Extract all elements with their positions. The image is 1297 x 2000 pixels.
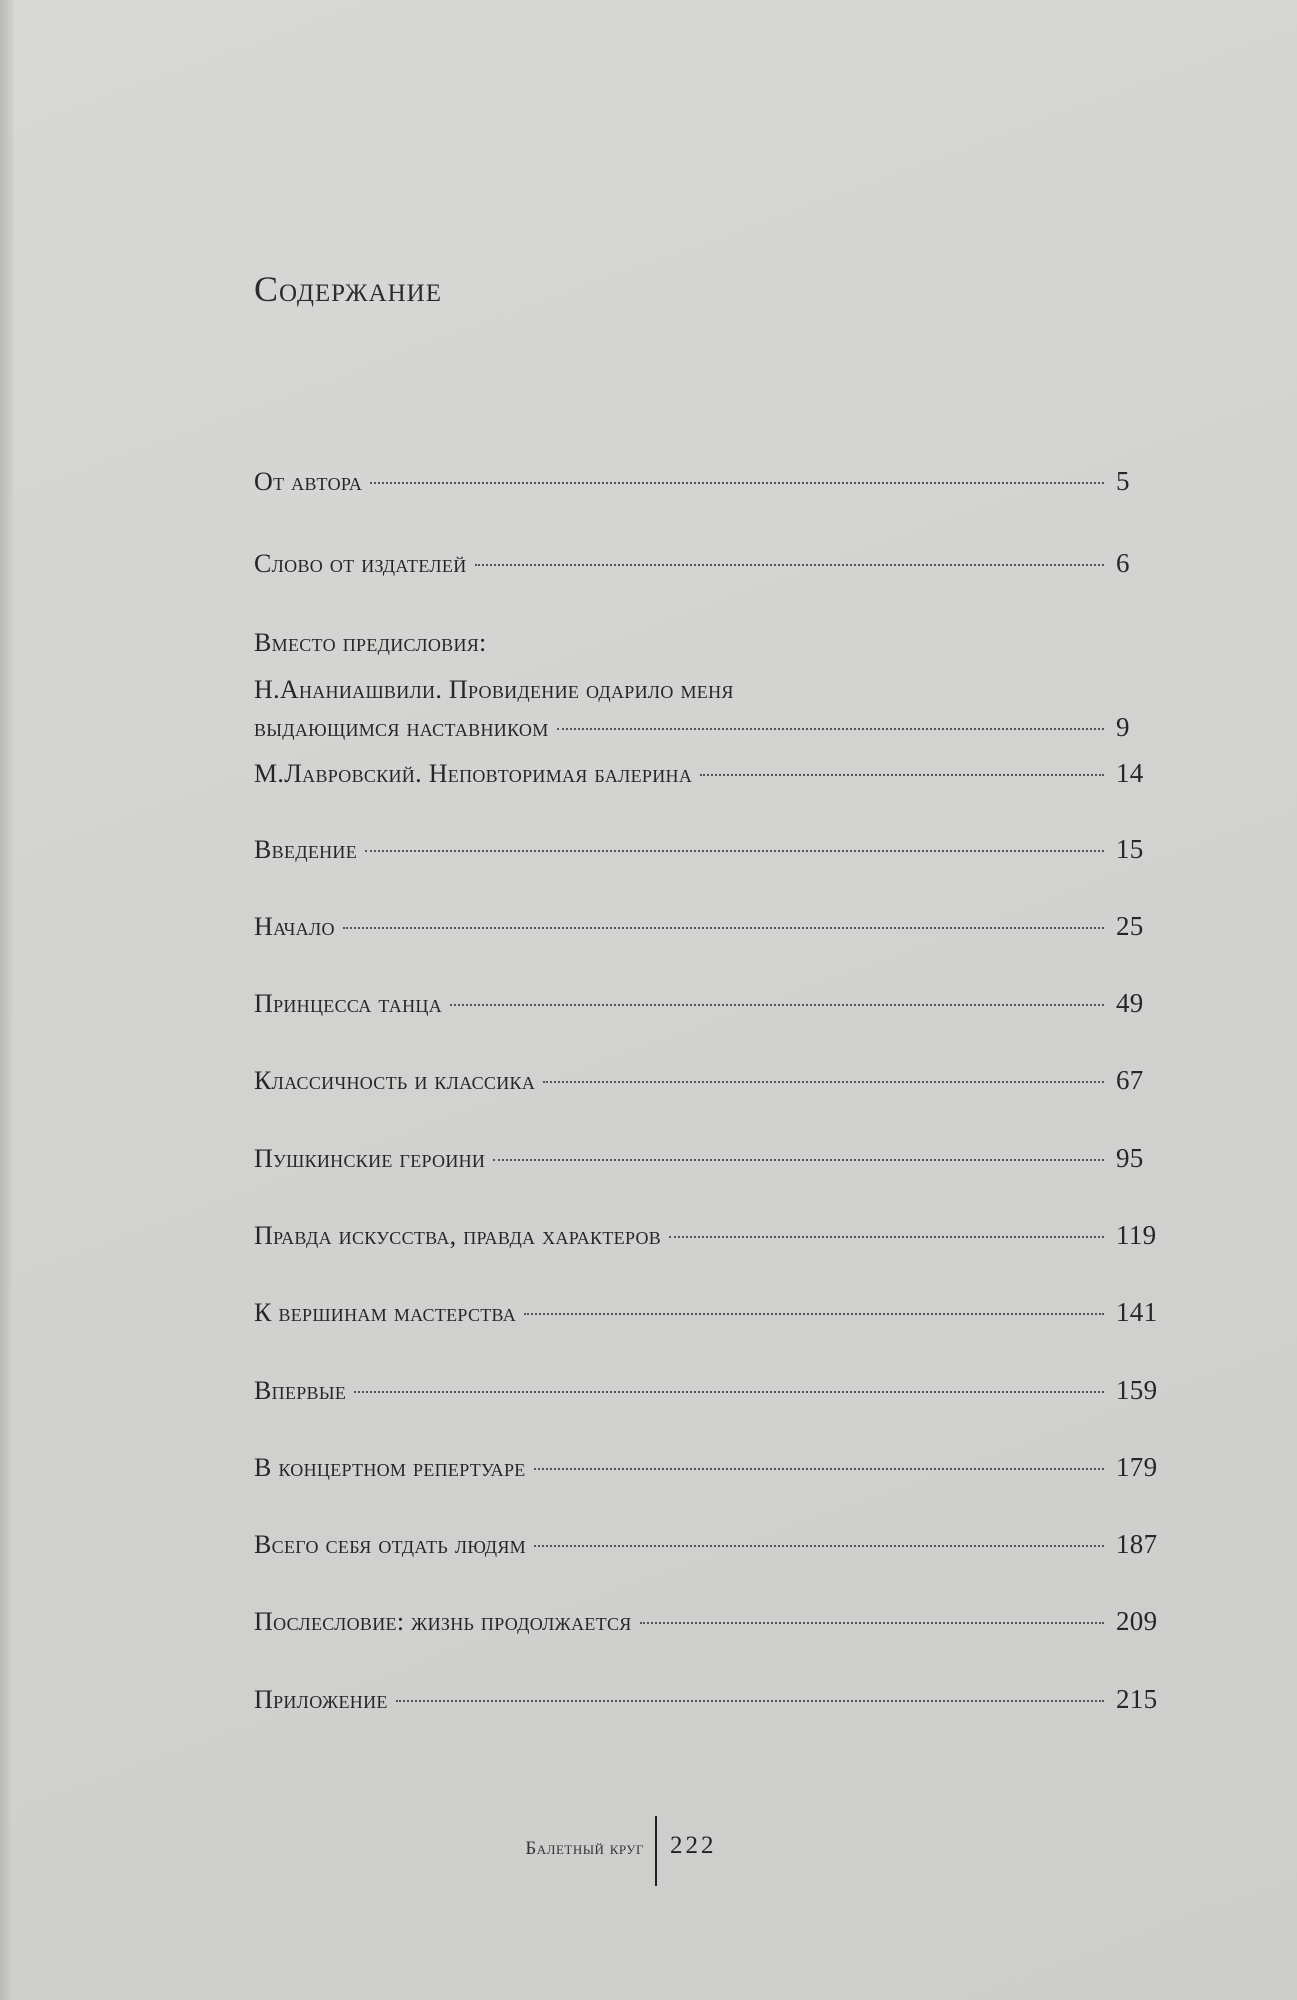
toc-entry-page: 6 bbox=[1116, 548, 1130, 578]
toc-section-label: Вместо предисловия: bbox=[254, 628, 487, 657]
toc-entry bbox=[254, 548, 1166, 579]
toc-entry-page: 179 bbox=[1116, 1452, 1158, 1482]
toc-entry-label: Принцесса танца bbox=[254, 989, 442, 1018]
toc-entry-label: Впервые bbox=[254, 1376, 347, 1405]
dot-leader bbox=[640, 1622, 1104, 1624]
dot-leader bbox=[557, 728, 1104, 730]
toc-entry bbox=[254, 1375, 1166, 1406]
toc-entry-label: Н.Ананиашвили. Провидение одарило меня bbox=[254, 675, 734, 704]
toc-entry bbox=[254, 466, 1166, 497]
dot-leader bbox=[534, 1468, 1104, 1470]
toc-entry-page: 9 bbox=[1116, 712, 1130, 742]
toc-entry-label: Правда искусства, правда характеров bbox=[254, 1221, 662, 1250]
dot-leader bbox=[493, 1159, 1104, 1161]
toc-entry-label: Введение bbox=[254, 835, 358, 864]
book-page bbox=[14, 0, 1297, 2000]
toc-entry bbox=[254, 712, 1166, 743]
toc-entry bbox=[254, 1143, 1166, 1174]
toc-entry-page: 187 bbox=[1116, 1529, 1158, 1559]
dot-leader bbox=[370, 482, 1104, 484]
toc-entry-page: 119 bbox=[1116, 1220, 1157, 1250]
dot-leader bbox=[450, 1004, 1104, 1006]
toc-entry bbox=[254, 1065, 1166, 1096]
toc-entry-page: 14 bbox=[1116, 758, 1144, 788]
toc-entry bbox=[254, 1684, 1166, 1715]
dot-leader bbox=[534, 1545, 1104, 1547]
dot-leader bbox=[396, 1700, 1104, 1702]
toc-entry-page: 5 bbox=[1116, 466, 1130, 496]
dot-leader bbox=[343, 927, 1104, 929]
toc-entry-label: Начало bbox=[254, 912, 335, 941]
toc-entry-label: Слово от издателей bbox=[254, 549, 467, 578]
footer-divider bbox=[655, 1816, 657, 1886]
toc-entry bbox=[254, 1606, 1166, 1637]
toc-heading: Содержание bbox=[254, 269, 443, 309]
toc-entry bbox=[254, 1220, 1166, 1251]
toc-entry-page: 49 bbox=[1116, 988, 1144, 1018]
toc-entry bbox=[254, 758, 1166, 789]
toc-entry-label: М.Лавровский. Неповторимая балерина bbox=[254, 759, 693, 788]
dot-leader bbox=[365, 850, 1104, 852]
dot-leader bbox=[543, 1081, 1104, 1083]
toc-entry-label: В концертном репертуаре bbox=[254, 1453, 526, 1482]
toc-entry bbox=[254, 1452, 1166, 1483]
toc-entry-page: 15 bbox=[1116, 834, 1144, 864]
toc-entry-label: Классичность и классика bbox=[254, 1066, 536, 1095]
toc-entry-page: 159 bbox=[1116, 1375, 1158, 1405]
dot-leader bbox=[524, 1313, 1104, 1315]
toc-entry-label: выдающимся наставником bbox=[254, 713, 549, 742]
toc-entry-page: 209 bbox=[1116, 1606, 1158, 1636]
toc-entry-label: От автора bbox=[254, 467, 363, 496]
running-footer-title: Балетный круг bbox=[525, 1838, 644, 1859]
dot-leader bbox=[475, 564, 1104, 566]
toc-entry bbox=[254, 988, 1166, 1019]
folio-page-number: 222 bbox=[670, 1832, 717, 1859]
toc-entry bbox=[254, 834, 1166, 865]
toc-entry bbox=[254, 1529, 1166, 1560]
toc-entry bbox=[254, 911, 1166, 942]
toc-entry-label: Приложение bbox=[254, 1685, 388, 1714]
page-edge bbox=[0, 0, 14, 2000]
toc-entry-page: 67 bbox=[1116, 1065, 1144, 1095]
toc-entry-label: К вершинам мастерства bbox=[254, 1298, 517, 1327]
dot-leader bbox=[354, 1391, 1104, 1393]
toc-entry-page: 141 bbox=[1116, 1297, 1158, 1327]
toc-entry-label: Пушкинские героини bbox=[254, 1144, 486, 1173]
toc-entry-page: 95 bbox=[1116, 1143, 1144, 1173]
dot-leader bbox=[700, 774, 1104, 776]
toc-entry-label: Послесловие: жизнь продолжается bbox=[254, 1607, 632, 1636]
toc-entry-page: 25 bbox=[1116, 911, 1144, 941]
toc-entry-label: Всего себя отдать людям bbox=[254, 1530, 526, 1559]
toc-entry bbox=[254, 1297, 1166, 1328]
toc-entry-page: 215 bbox=[1116, 1684, 1158, 1714]
dot-leader bbox=[669, 1236, 1104, 1238]
